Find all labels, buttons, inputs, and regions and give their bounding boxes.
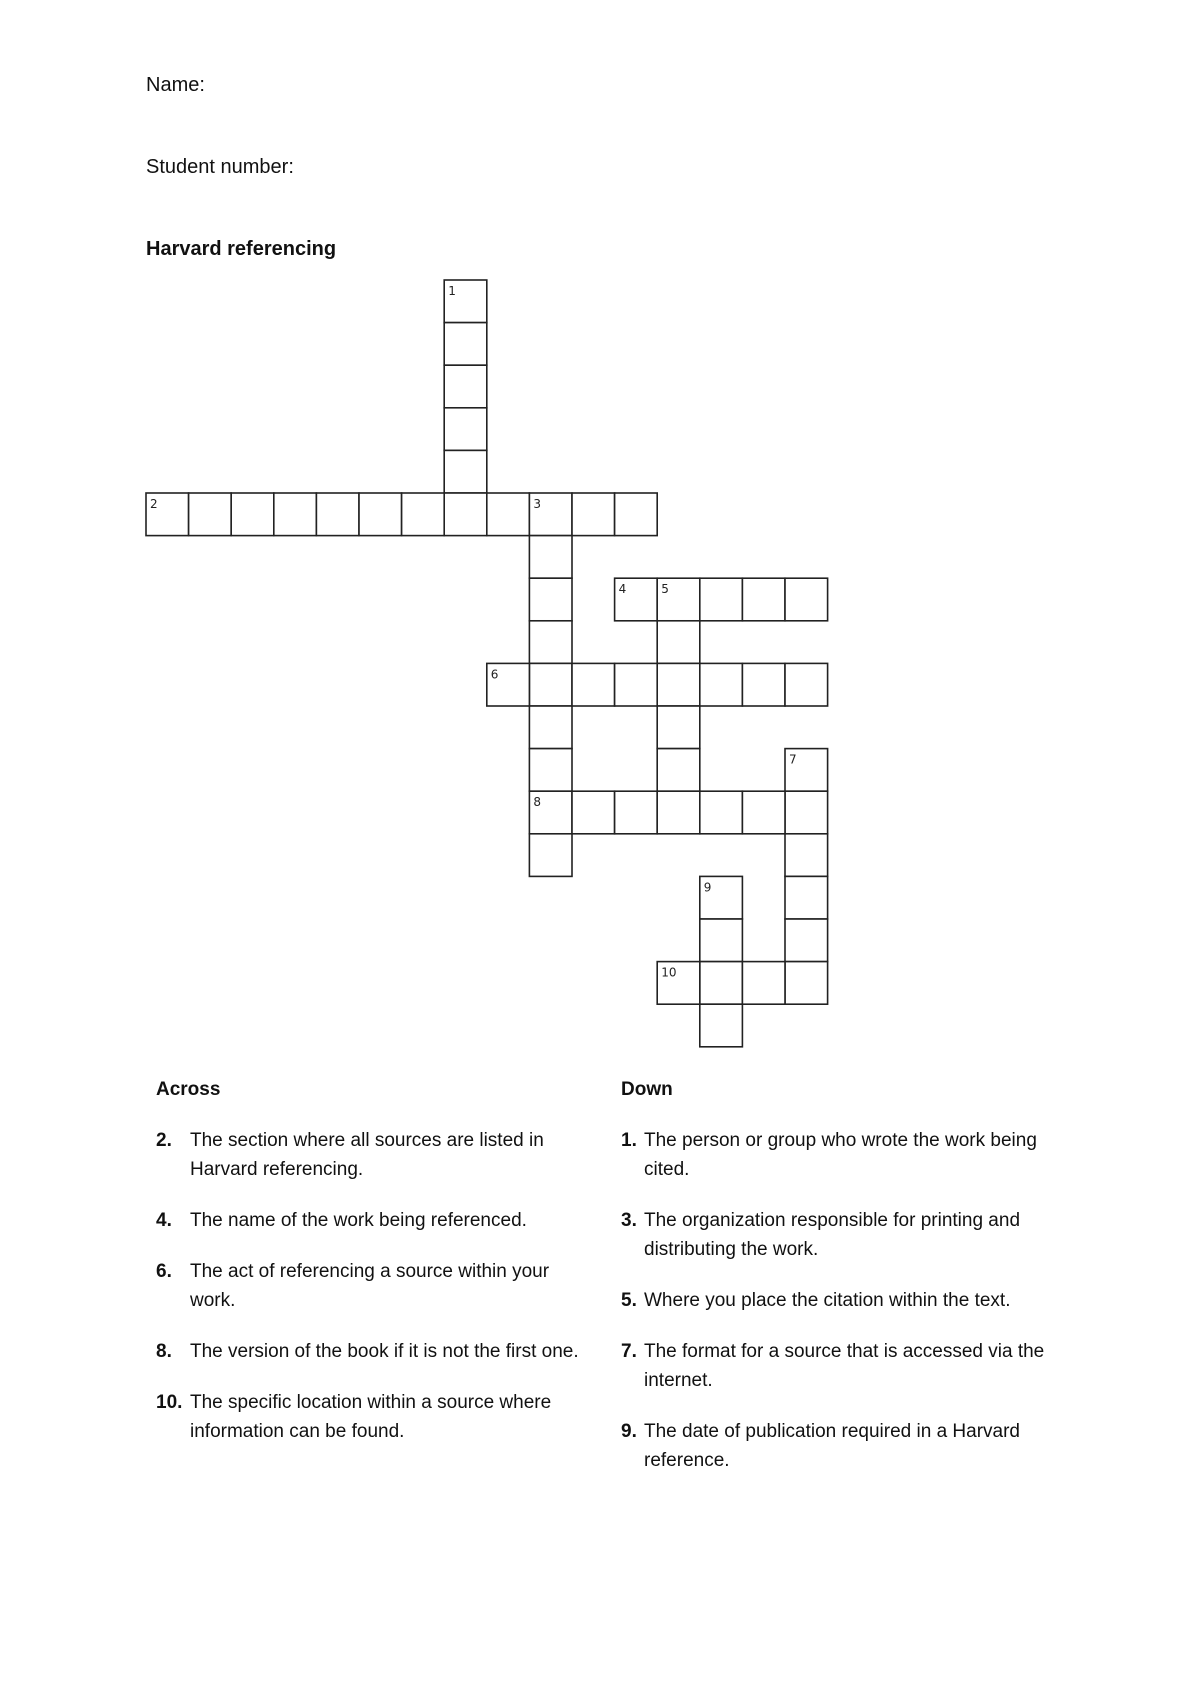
grid-cell[interactable] <box>529 621 572 664</box>
clue-text: The name of the work being referenced. <box>190 1210 527 1231</box>
grid-cell[interactable] <box>785 876 828 919</box>
clue-number: 10. <box>156 1392 183 1413</box>
grid-cell[interactable] <box>274 493 317 536</box>
grid-number: 7 <box>789 752 797 767</box>
across-heading: Across <box>156 1079 221 1100</box>
grid-cell[interactable] <box>615 663 658 706</box>
grid-cell[interactable] <box>700 919 743 962</box>
worksheet-title: Harvard referencing <box>146 238 337 260</box>
grid-cell[interactable] <box>231 493 274 536</box>
grid-cell[interactable] <box>742 663 785 706</box>
grid-cell[interactable] <box>529 706 572 749</box>
clue-down-7 <box>621 1337 1051 1395</box>
clue-across-2 <box>156 1126 586 1184</box>
clue-text: The section where all sources are listed in Harvard referencing. <box>190 1130 544 1180</box>
clue-across-6 <box>156 1257 586 1315</box>
grid-number: 9 <box>703 880 712 895</box>
grid-cell[interactable] <box>487 493 530 536</box>
grid-cell[interactable] <box>785 578 828 621</box>
grid-cell[interactable] <box>657 663 700 706</box>
grid-cell[interactable] <box>444 408 487 451</box>
grid-cell[interactable] <box>657 791 700 834</box>
grid-number: 3 <box>533 497 542 511</box>
grid-cell[interactable] <box>615 791 658 834</box>
clue-text: The person or group who wrote the work being cited. <box>644 1130 1037 1180</box>
grid-cell[interactable] <box>444 323 487 366</box>
clue-text: Where you place the citation within the text. <box>644 1290 1011 1311</box>
grid-number: 4 <box>618 582 627 597</box>
clue-number: 2. <box>156 1130 172 1151</box>
clue-text: The version of the book if it is not the first one. <box>190 1341 579 1362</box>
clue-number: 5. <box>621 1290 637 1311</box>
grid-cell[interactable] <box>189 493 232 536</box>
grid-cell[interactable] <box>657 749 700 792</box>
clue-number: 6. <box>156 1261 172 1282</box>
grid-number: 10 <box>661 965 677 980</box>
grid-cell[interactable] <box>700 578 743 621</box>
grid-cell[interactable] <box>572 493 615 536</box>
grid-cell[interactable] <box>700 962 743 1005</box>
grid-cell[interactable] <box>444 450 487 493</box>
grid-cells <box>146 280 828 1047</box>
grid-number: 8 <box>533 795 542 810</box>
grid-cell[interactable] <box>615 493 658 536</box>
clue-down-5 <box>621 1286 1051 1315</box>
clue-number: 8. <box>156 1341 172 1362</box>
grid-cell[interactable] <box>529 578 572 621</box>
clue-text: The format for a source that is accessed via the internet. <box>644 1341 1045 1391</box>
grid-cell[interactable] <box>742 578 785 621</box>
grid-cell[interactable] <box>529 663 572 706</box>
grid-cell[interactable] <box>785 962 828 1005</box>
grid-cell[interactable] <box>742 962 785 1005</box>
clue-across-8 <box>156 1337 586 1366</box>
grid-cell[interactable] <box>657 621 700 664</box>
grid-cell[interactable] <box>785 919 828 962</box>
clue-text: The date of publication required in a Harvard reference. <box>644 1421 1021 1471</box>
grid-cell[interactable] <box>529 536 572 579</box>
grid-number: 2 <box>150 497 158 511</box>
clue-down-9 <box>621 1417 1051 1475</box>
grid-cell[interactable] <box>785 663 828 706</box>
grid-cell[interactable] <box>444 365 487 408</box>
clue-number: 4. <box>156 1210 172 1231</box>
grid-cell[interactable] <box>572 791 615 834</box>
across-clues <box>156 1075 586 1468</box>
grid-cell[interactable] <box>657 706 700 749</box>
grid-cell[interactable] <box>444 493 487 536</box>
grid-cell[interactable] <box>785 834 828 877</box>
name-label: Name: <box>146 74 205 96</box>
student-number-label: Student number: <box>146 156 294 178</box>
clue-down-3 <box>621 1206 1051 1264</box>
clue-number: 1. <box>621 1130 637 1151</box>
clue-across-10 <box>156 1388 586 1446</box>
grid-number: 1 <box>448 284 456 298</box>
grid-cell[interactable] <box>359 493 402 536</box>
grid-cell[interactable] <box>572 663 615 706</box>
clue-text: The organization responsible for printing and distributing the work. <box>644 1210 1021 1260</box>
clue-number: 7. <box>621 1341 637 1362</box>
grid-cell[interactable] <box>700 663 743 706</box>
down-heading: Down <box>621 1079 673 1100</box>
grid-cell[interactable] <box>316 493 359 536</box>
grid-cell[interactable] <box>700 1004 743 1047</box>
clue-text: The specific location within a source where information can be found. <box>190 1392 552 1442</box>
grid-cell[interactable] <box>402 493 445 536</box>
grid-cell[interactable] <box>785 791 828 834</box>
grid-cell[interactable] <box>529 834 572 877</box>
grid-cell[interactable] <box>700 791 743 834</box>
down-clues <box>621 1075 1051 1497</box>
grid-number: 5 <box>661 582 669 597</box>
clue-text: The act of referencing a source within your work. <box>190 1261 550 1311</box>
clue-down-1 <box>621 1126 1051 1184</box>
clue-across-4 <box>156 1206 586 1235</box>
grid-cell[interactable] <box>529 749 572 792</box>
grid-cell[interactable] <box>742 791 785 834</box>
grid-number: 6 <box>490 667 499 682</box>
clue-number: 3. <box>621 1210 637 1231</box>
clue-number: 9. <box>621 1421 637 1442</box>
